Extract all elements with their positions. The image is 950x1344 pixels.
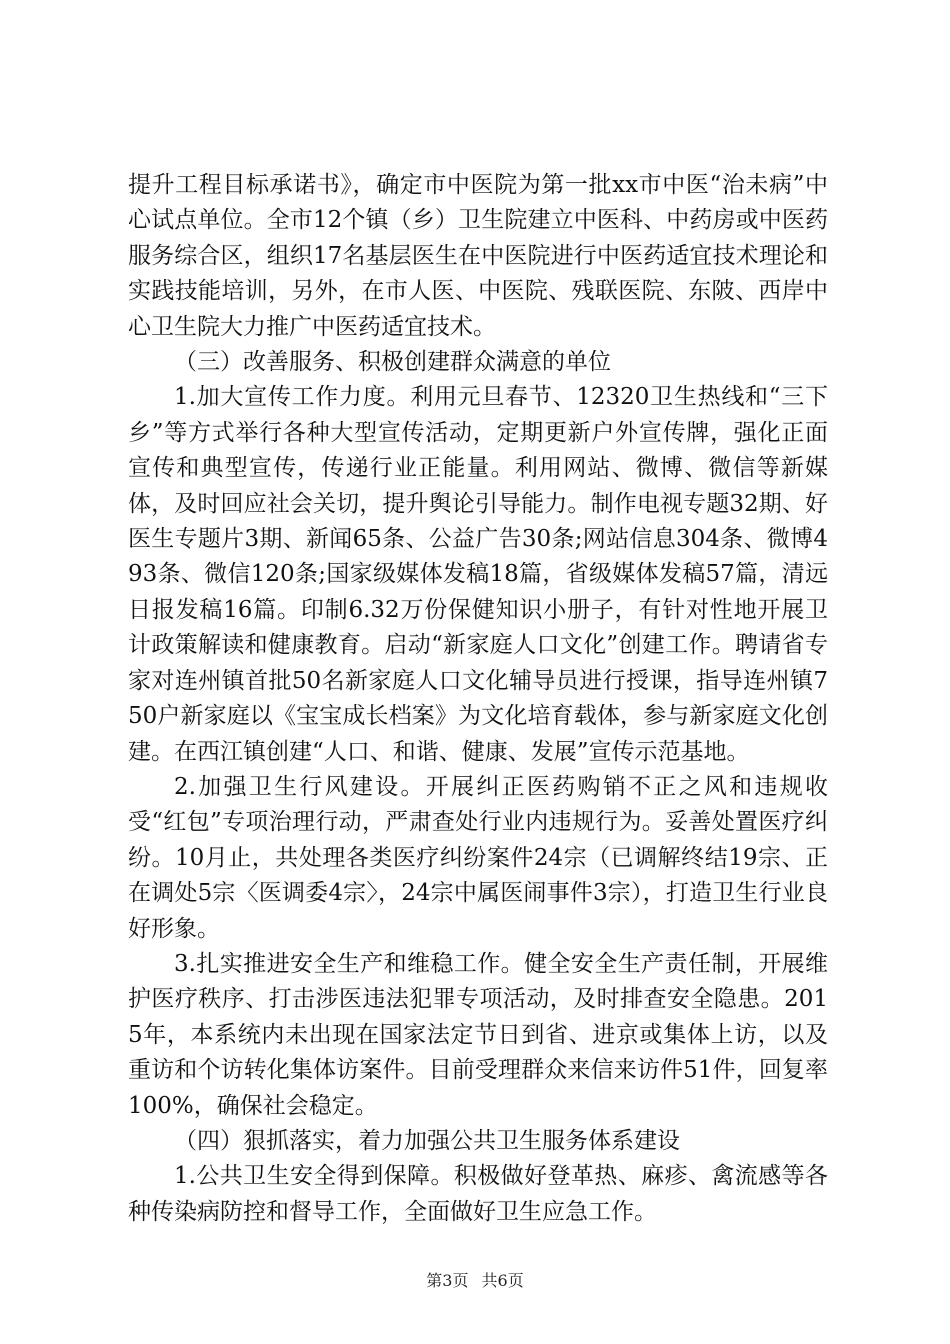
page-number: 第3页: [426, 1271, 469, 1290]
page-footer: [0, 1268, 950, 1291]
paragraph-public-health: 1.公共卫生安全得到保障。积极做好登革热、麻疹、禽流感等各种传染病防控和督导工作，全面做好卫生应急工作。: [128, 1163, 828, 1225]
paragraph-continuation: 提升工程目标承诺书》，确定市中医院为第一批xx市中医“治未病”中心试点单位。全市12个镇（乡）卫生院建立中医科、中药房或中医药服务综合区，组织17名基层医生在中医院进行中医药适宜技术理论和实践技能培训，另外，在市人医、中医院、残联医院、东陂、西岸中心卫生院大力推广中医药适宜技术。: [128, 172, 828, 340]
paragraph-safety: 3.扎实推进安全生产和维稳工作。健全安全生产责任制，开展维护医疗秩序、打击涉医违法犯罪专项活动，及时排查安全隐患。2015年，本系统内未出现在国家法定节日到省、进京或集体上访，以及重访和个访转化集体访案件。目前受理群众来信来访件51件，回复率100%，确保社会稳定。: [128, 950, 828, 1119]
section-heading-4: （四）狠抓落实，着力加强公共卫生服务体系建设: [174, 1127, 680, 1154]
page-total: 共6页: [481, 1271, 524, 1290]
document-body: [128, 168, 828, 1230]
paragraph-publicity: 1.加大宣传工作力度。利用元旦春节、12320卫生热线和“三下乡”等方式举行各种大型宣传活动，定期更新户外宣传牌，强化正面宣传和典型宣传，传递行业正能量。利用网站、微博、微信等新媒体，及时回应社会关切，提升舆论引导能力。制作电视专题32期、好医生专题片3期、新闻65条、公益广告30条;网站信息304条、微博493条、微信120条;国家级媒体发稿18篇，省级媒体发稿57篇，清远日报发稿16篇。印制6.32万份保健知识小册子，有针对性地开展卫计政策解读和健康教育。启动“新家庭人口文化”创建工作。聘请省专家对连州镇首批50名新家庭人口文化辅导员进行授课，指导连州镇750户新家庭以《宝宝成长档案》为文化培育载体，参与新家庭文化创建。在西江镇创建“人口、和谐、健康、发展”宣传示范基地。: [128, 384, 828, 765]
paragraph-conduct: 2.加强卫生行风建设。开展纠正医药购销不正之风和违规收受“红包”专项治理行动，严肃查处行业内违规行为。妥善处置医疗纠纷。10月止，共处理各类医疗纠纷案件24宗（已调解终结19宗、正在调处5宗〈医调委4宗〉，24宗中属医闹事件3宗），打造卫生行业良好形象。: [128, 773, 828, 942]
section-heading-3: （三）改善服务、积极创建群众满意的单位: [174, 349, 611, 376]
